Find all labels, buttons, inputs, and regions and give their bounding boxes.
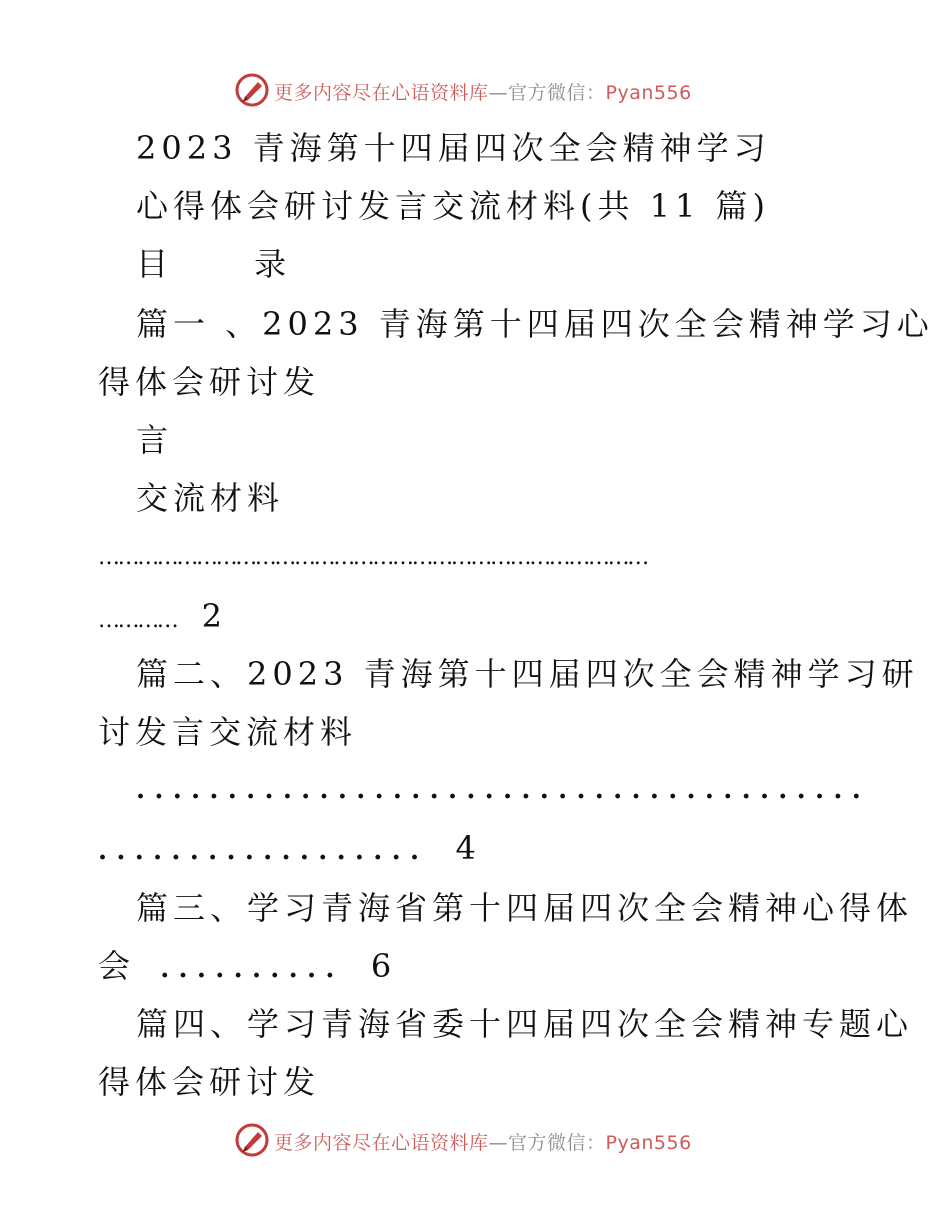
toc-entry-3-leader-row xyxy=(98,946,396,989)
toc-entry-2-leader-row xyxy=(98,828,481,871)
toc-entry-1-line-4[interactable]: 交流材料 xyxy=(136,479,285,517)
toc-entry-3-page[interactable]: 6 xyxy=(370,947,397,985)
banner-wechat-id: Pyan556 xyxy=(605,82,692,104)
toc-entry-1-leader-row xyxy=(98,596,227,641)
toc-entry-1-page[interactable]: 2 xyxy=(201,597,227,635)
toc-entry-1-dots-1: ………………………………………………………………………… xyxy=(98,545,647,570)
banner-red-text: 更多内容尽在心语资料库 xyxy=(274,1132,489,1154)
toc-entry-1-line-1[interactable]: 篇一 、2023 青海第十四届四次全会精神学习心 xyxy=(136,305,934,343)
toc-entry-1-dots-2: ………… xyxy=(98,608,177,633)
toc-entry-2-dots-1: ........................................ xyxy=(136,775,871,805)
banner-text xyxy=(274,78,692,105)
toc-entry-1-line-3[interactable]: 言 xyxy=(136,421,174,459)
toc-entry-1-line-2[interactable]: 得体会研讨发 xyxy=(98,363,321,401)
banner-red-text: 更多内容尽在心语资料库 xyxy=(274,82,489,104)
toc-entry-2-page[interactable]: 4 xyxy=(455,829,481,867)
toc-entry-2-line-1[interactable]: 篇二、2023 青海第十四届四次全会精神学习研 xyxy=(136,655,919,693)
toc-entry-3-line-2[interactable]: 会 xyxy=(98,947,136,985)
toc-heading: 目 录 xyxy=(136,245,325,283)
banner-text xyxy=(274,1128,692,1155)
banner-gray-text: —官方微信： xyxy=(488,82,606,104)
toc-entry-4-line-1[interactable]: 篇四、学习青海省委十四届四次全会精神专题心 xyxy=(136,1005,914,1043)
toc-entry-2-line-2[interactable]: 讨发言交流材料 xyxy=(98,713,358,751)
pen-logo-icon xyxy=(234,72,270,108)
title-line-1: 2023 青海第十四届四次全会精神学习 xyxy=(136,129,771,167)
banner-gray-text: —官方微信： xyxy=(488,1132,606,1154)
title-line-2: 心得体会研讨发言交流材料(共 11 篇) xyxy=(136,187,771,225)
footer-banner xyxy=(0,1120,950,1160)
toc-entry-2-dots-2: .................. xyxy=(98,836,429,866)
toc-entry-4-line-2[interactable]: 得体会研讨发 xyxy=(98,1063,321,1101)
pen-logo-icon xyxy=(234,1122,270,1158)
toc-entry-3-line-1[interactable]: 篇三、学习青海省第十四届四次全会精神心得体 xyxy=(136,889,914,927)
header-banner xyxy=(0,70,950,110)
toc-entry-3-dots: .......... xyxy=(160,954,344,984)
banner-wechat-id: Pyan556 xyxy=(605,1132,692,1154)
